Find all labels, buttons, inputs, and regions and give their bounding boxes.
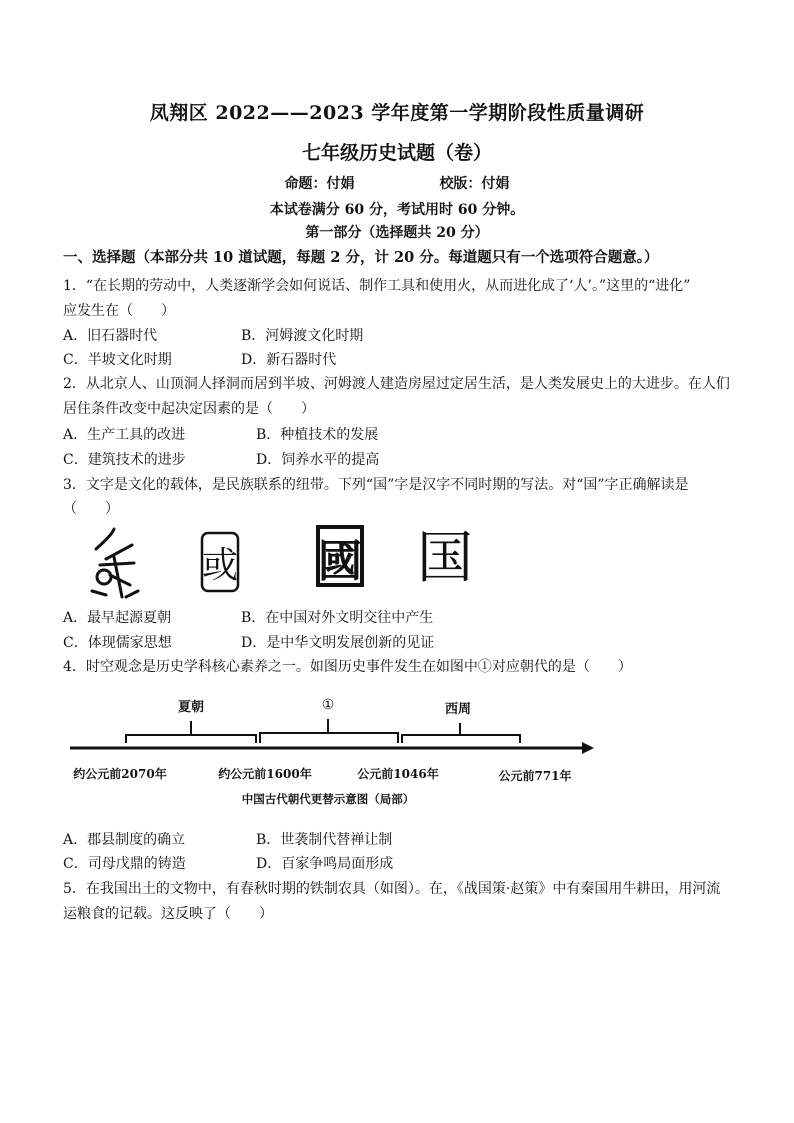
q1-option-a: A．旧石器时代 <box>63 328 158 344</box>
timeline-date-3: 公元前1046年 <box>357 767 439 781</box>
timeline-label-xia: 夏朝 <box>177 700 205 715</box>
simplified-guo-char: 国 <box>417 526 473 591</box>
q2-option-a: A．生产工具的改进 <box>63 427 186 443</box>
q2-stem-line2: 居住条件改变中起决定因素的是（ ） <box>63 401 315 417</box>
q3-option-c: C．体现儒家思想 <box>63 635 172 651</box>
dynasty-timeline <box>60 683 600 813</box>
timeline-date-4: 公元前771年 <box>498 769 572 783</box>
q4-option-b: B．世袭制代替禅让制 <box>256 832 393 848</box>
timeline-caption: 中国古代朝代更替示意图（局部） <box>241 792 415 806</box>
author: 命题：付娟 <box>284 176 355 192</box>
q3-option-d: D．是中华文明发展创新的见证 <box>241 635 435 651</box>
q2-option-b: B．种植技术的发展 <box>256 427 379 443</box>
traditional-guo-icon <box>318 527 362 587</box>
exam-subtitle: 七年级历史试题（卷） <box>301 142 492 164</box>
q4-stem-line1: 4．时空观念是历史学科核心素养之一。如图历史事件发生在如图中①对应朝代的是（ ） <box>63 659 632 675</box>
q1-stem-line2: 应发生在（ ） <box>63 303 175 319</box>
q5-stem-line2: 运粮食的记载。这反映了（ ） <box>63 906 273 922</box>
q3-stem-line1: 3．文字是文化的载体，是民族联系的纽带。下列“国”字是汉字不同时期的写法。对“国”字正确解读是 <box>63 477 689 493</box>
part-one-heading: 第一部分（选择题共 20 分） <box>305 225 489 241</box>
proofreader: 校版：付娟 <box>439 176 510 192</box>
q1-stem-line1: 1．“在长期的劳动中，人类逐渐学会如何说话、制作工具和使用火，从而进化成了‘人’。”这里的“进化” <box>63 278 691 294</box>
q2-option-d: D．饲养水平的提高 <box>256 452 380 468</box>
bronze-guo-icon <box>202 533 238 591</box>
timeline-label-western-zhou: 西周 <box>444 702 472 717</box>
author-line <box>0 173 794 193</box>
simplified-guo-icon <box>417 526 473 591</box>
q4-option-a: A．郡县制度的确立 <box>63 832 186 848</box>
timeline-date-1: 约公元前2070年 <box>73 767 167 781</box>
timeline-date-2: 约公元前1600年 <box>218 767 312 781</box>
q4-option-d: D．百家争鸣局面形成 <box>256 856 394 872</box>
guo-character-figure <box>60 515 480 610</box>
q1-option-d: D．新石器时代 <box>241 352 337 368</box>
q4-option-c: C．司母戊鼎的铸造 <box>63 856 186 872</box>
exam-info: 本试卷满分 60 分，考试用时 60 分钟。 <box>269 202 525 218</box>
timeline-brackets <box>126 719 520 743</box>
oracle-bone-guo-icon <box>92 529 138 597</box>
q2-stem-line1: 2．从北京人、山顶洞人择洞而居到半坡、河姆渡人建造房屋过定居生活，是人类发展史上的大进步。在人们 <box>63 376 730 392</box>
q1-option-b: B．河姆渡文化时期 <box>241 328 364 344</box>
traditional-guo-char: 國 <box>318 536 362 587</box>
q1-option-c: C．半坡文化时期 <box>63 352 172 368</box>
section-heading: 一、选择题（本部分共 10 道试题，每题 2 分，计 20 分。每道题只有一个选项符合题意。） <box>63 249 659 266</box>
q5-stem-line1: 5．在我国出土的文物中，有春秋时期的铁制农具（如图）。在，《战国策·赵策》中有秦国用牛耕田，用河流 <box>63 881 721 897</box>
q2-option-c: C．建筑技术的进步 <box>63 452 186 468</box>
q3-option-b: B．在中国对外文明交往中产生 <box>241 610 434 626</box>
timeline-arrow-icon <box>582 742 594 754</box>
timeline-label-circle-one: ① <box>321 697 335 713</box>
exam-title: 凤翔区 2022——2023 学年度第一学期阶段性质量调研 <box>149 102 645 124</box>
bronze-guo-char: 或 <box>201 545 239 586</box>
q3-stem-line2: （ ） <box>63 501 119 517</box>
q3-option-a: A．最早起源夏朝 <box>63 610 172 626</box>
